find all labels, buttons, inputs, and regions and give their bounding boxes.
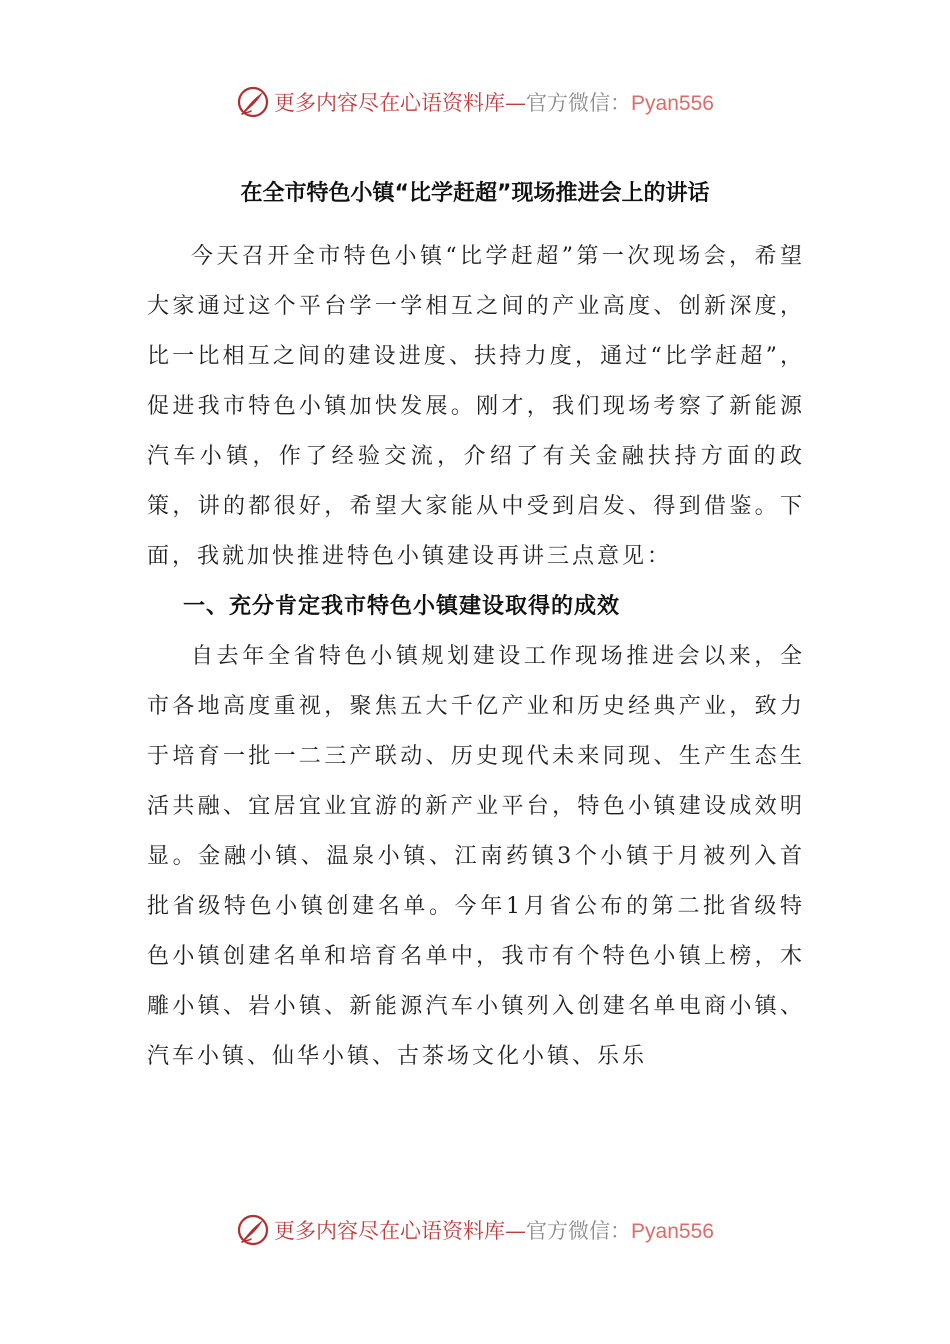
quill-logo-icon: [236, 1213, 270, 1247]
section-heading-1: 一、充分肯定我市特色小镇建设取得的成效: [183, 594, 621, 619]
banner-text: [274, 87, 714, 117]
paragraph-intro: 今天召开全市特色小镇“比学赶超”第一次现场会，希望大家通过这个平台学一学相互之间的产业高度、创新深度，比一比相互之间的建设进度、扶持力度，通过“比学赶超”，促进我市特色小镇加快发展。刚才，我们现场考察了新能源汽车小镇，作了经验交流，介绍了有关金融扶持方面的政策，讲的都很好，希望大家能从中受到启发、得到借鉴。下面，我就加快推进特色小镇建设再讲三点意见：: [147, 244, 805, 569]
document-body: [147, 232, 805, 1132]
document-title: 在全市特色小镇“比学赶超”现场推进会上的讲话: [240, 181, 710, 206]
footer-banner: [0, 1208, 950, 1252]
banner-wechat-label: 官方微信：: [526, 1219, 632, 1243]
banner-library-text: 更多内容尽在心语资料库—: [274, 1219, 527, 1243]
banner-text: [274, 1215, 714, 1245]
header-banner: [0, 80, 950, 124]
banner-wechat-label: 官方微信：: [526, 91, 632, 115]
banner-library-text: 更多内容尽在心语资料库—: [274, 91, 527, 115]
quill-logo-icon: [236, 85, 270, 119]
banner-wechat-id: Pyan556: [631, 1220, 714, 1243]
paragraph-achievements: 自去年全省特色小镇规划建设工作现场推进会以来，全市各地高度重视，聚焦五大千亿产业和历史经典产业，致力于培育一批一二三产联动、历史现代未来同现、生产生态生活共融、宜居宜业宜游的新产业平台，特色小镇建设成效明显。金融小镇、温泉小镇、江南药镇3个小镇于月被列入首批省级特色小镇创建名单。今年1月省公布的第二批省级特色小镇创建名单和培育名单中，我市有个特色小镇上榜，木雕小镇、岩小镇、新能源汽车小镇列入创建名单电商小镇、汽车小镇、仙华小镇、古茶场文化小镇、乐乐: [147, 644, 805, 1069]
banner-wechat-id: Pyan556: [631, 92, 714, 115]
